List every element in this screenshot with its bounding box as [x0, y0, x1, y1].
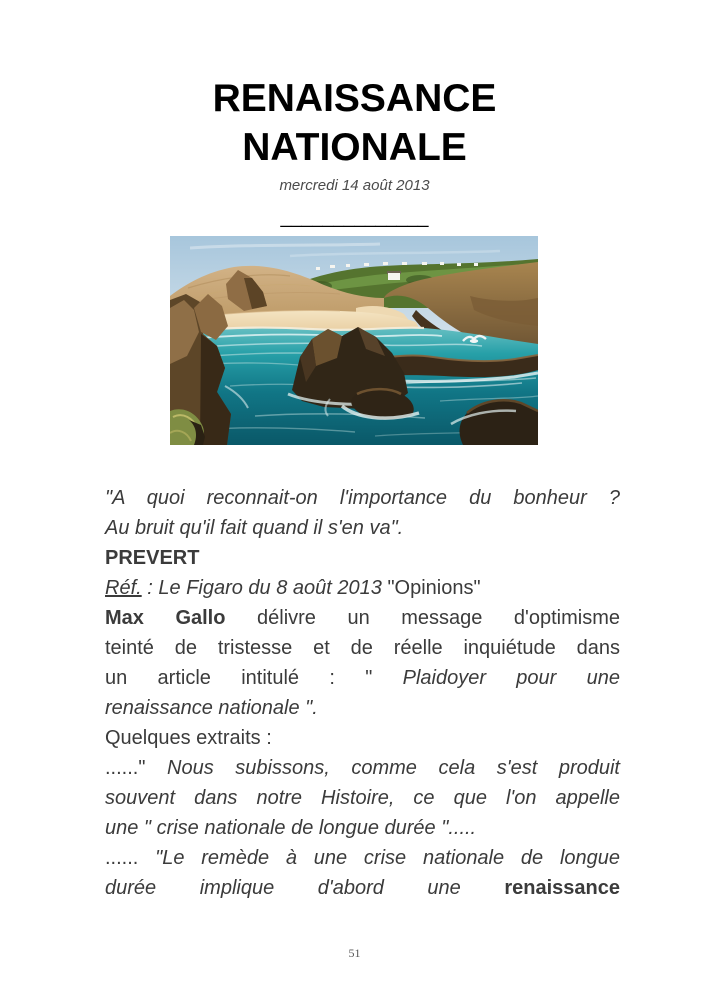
separator-line: ______________	[280, 207, 429, 228]
text-segment: délivre un message d'optimisme	[257, 607, 620, 629]
text-segment: Réf.	[105, 577, 142, 599]
text-segment: ......	[105, 847, 139, 869]
text-line	[105, 813, 620, 843]
text-line	[105, 693, 620, 723]
text-segment: durée implique d'abord une	[105, 877, 461, 899]
text-segment: renaissance	[504, 877, 620, 899]
text-segment: Nous subissons, comme cela s'est produit	[167, 757, 620, 779]
text-line	[105, 723, 620, 753]
text-line	[105, 483, 620, 513]
text-segment: Max Gallo	[105, 607, 226, 629]
text-line	[105, 633, 620, 663]
coastal-photo	[170, 236, 538, 445]
text-segment: renaissance nationale ".	[105, 697, 318, 719]
text-segment: une " crise nationale de longue durée ".....	[105, 817, 477, 839]
text-segment: Au bruit qu'il fait quand il s'en va".	[105, 517, 404, 539]
text-line	[105, 873, 620, 903]
text-segment: : Le Figaro du 8 août 2013	[147, 577, 382, 599]
text-line	[105, 513, 620, 543]
text-line	[105, 663, 620, 693]
page-number: 51	[348, 946, 361, 960]
text-segment: teinté de tristesse et de réelle inquiétude dans	[105, 637, 620, 659]
text-segment: PREVERT	[105, 547, 200, 569]
text-line	[105, 603, 620, 633]
text-line	[105, 843, 620, 873]
text-segment: souvent dans notre Histoire, ce que l'on appelle	[105, 787, 620, 809]
text-segment: "Le remède à une crise nationale de longue	[155, 847, 620, 869]
body-text	[105, 483, 620, 903]
text-segment: "Opinions"	[387, 577, 481, 599]
text-segment: Quelques extraits :	[105, 727, 272, 749]
text-line	[105, 543, 620, 573]
text-line	[105, 783, 620, 813]
page-title	[0, 0, 709, 172]
title-line-1: RENAISSANCE	[212, 77, 497, 120]
text-segment: ......"	[105, 757, 146, 779]
text-line	[105, 573, 620, 603]
text-segment: un article intitulé : "	[105, 667, 373, 689]
text-line	[105, 753, 620, 783]
text-segment: Plaidoyer pour une	[402, 667, 620, 689]
coastal-photo-graphic	[170, 236, 538, 445]
post-date: mercredi 14 août 2013	[279, 177, 430, 194]
title-line-2: NATIONALE	[242, 126, 467, 169]
text-segment: "A quoi reconnait-on l'importance du bonheur ?	[105, 487, 620, 509]
